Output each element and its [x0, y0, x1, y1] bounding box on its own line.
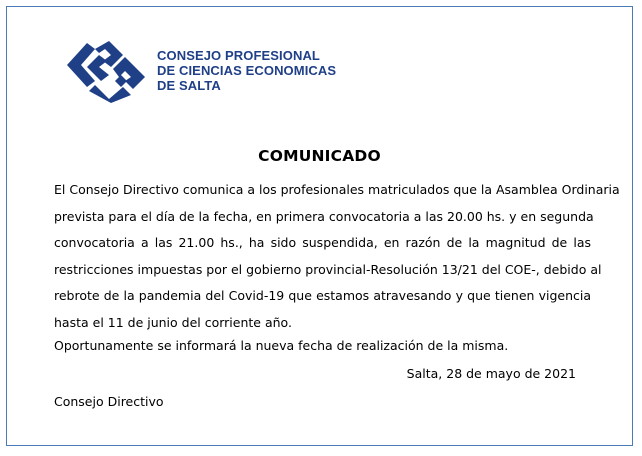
organization-name-line: DE CIENCIAS ECONOMICAS: [157, 63, 337, 78]
document-frame: [6, 6, 633, 446]
closing-paragraph: Oportunamente se informará la nueva fecha de realización de la misma.: [54, 338, 509, 353]
document-title: COMUNICADO: [258, 147, 381, 165]
document-date: Salta, 28 de mayo de 2021: [406, 366, 576, 381]
cpce-logo-icon: [65, 41, 147, 103]
body-line: hasta el 11 de junio del corriente año.: [54, 314, 292, 330]
document-signature: Consejo Directivo: [54, 394, 164, 409]
document-body: [54, 177, 620, 337]
body-line: El Consejo Directivo comunica a los profesionales matriculados que la Asamblea Ordinaria: [54, 182, 620, 197]
body-line: prevista para el día de la fecha, en primera convocatoria a las 20.00 hs. y en segunda: [54, 208, 594, 224]
organization-name-line: CONSEJO PROFESIONAL: [157, 48, 320, 63]
organization-name: [157, 48, 336, 93]
body-line: rebrote de la pandemia del Covid-19 que estamos atravesando y que tienen vigencia: [54, 288, 591, 304]
body-line: convocatoria a las 21.00 hs., ha sido suspendida, en razón de la magnitud de las: [54, 235, 591, 251]
body-line: restricciones impuestas por el gobierno provincial-Resolución 13/21 del COE-, debido al: [54, 261, 602, 277]
organization-name-line: DE SALTA: [157, 78, 221, 93]
